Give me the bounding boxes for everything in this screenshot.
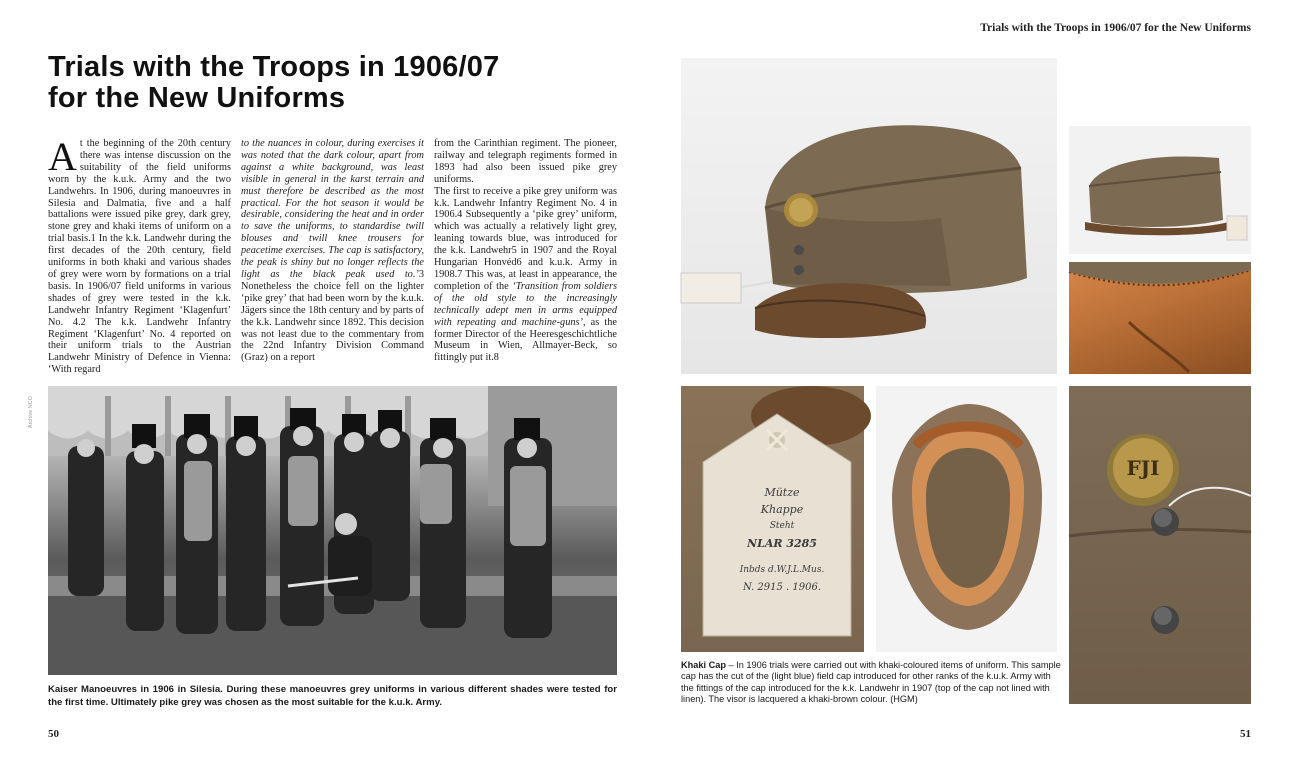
tag-line-1: Mütze	[764, 486, 800, 499]
title-line-1: Trials with the Troops in 1906/07	[48, 51, 500, 83]
column-3-para-1: from the Carinthian regiment. The pioneer, railway and telegraph regiments formed in 1893 had also been issued pike grey uniforms.	[434, 138, 617, 185]
column-1-text: t the beginning of the 20th century there was intense discussion on the suitability of the field uniforms worn by the k.u.k. Army and the two Landwehrs. In 1906, during manoeuvres in Silesia and Dalmatia, five and a half battalions were issued pike grey, dark grey, stone grey and khaki items of uniform on a trial basis.1 In the k.k. Landwehr during the first decades of the 20th century, field uniforms in both khaki and various shades of grey were worn by formations on a trial basis. In 1906/07 field uniforms in various shades of grey were tested in the k.k. Landwehr Infantry Regiment ‘Klagenfurt’ No. 4.2 The k.k. Landwehr Infantry Regiment ‘Klagenfurt’ No. 4 reported on their uniform trials to the Austrian Landwehr Ministry of Defence in Vienna: ‘With regard	[48, 138, 231, 376]
column-3-quote: ‘Transition from soldiers of the old style to the increasingly technically adept men in arms equipped with repeating and machine-guns’	[434, 280, 617, 328]
tag-line-3: Steht	[769, 521, 795, 531]
manoeuvres-photo-drawing	[48, 386, 617, 675]
text-column-3	[434, 138, 617, 366]
folio-left: 50	[48, 728, 59, 740]
drop-cap: A	[48, 134, 77, 179]
button-emblem: FJI	[1126, 456, 1160, 480]
running-head: Trials with the Troops in 1906/07 for the New Uniforms	[980, 22, 1251, 34]
folio-right: 51	[1240, 728, 1251, 740]
button-closeup-photo	[1069, 386, 1251, 704]
column-3-para-2-end: , as the former Director of the Heeresgeschichtliche Museum in Wien, Allmayer-Beck, so fittingly put it.8	[434, 316, 617, 364]
manoeuvres-photo	[48, 386, 617, 675]
column-2-text: 3 Nonetheless the choice fell on the lighter ‘pike grey’ that had been worn by the k.u.k. Jägers since the 18th century and by parts of the k.k. Landwehr since 1892. This decision was not least due to the commentary from the 22nd Infantry Division Command (Graz) on a report	[241, 268, 425, 364]
leather-lining-drawing	[1069, 262, 1251, 374]
cap-caption	[681, 660, 1061, 706]
text-column-2	[241, 138, 424, 366]
cap-side-drawing	[1069, 126, 1251, 254]
tag-line-6: N. 2915 . 1906.	[742, 582, 822, 593]
text-column-1	[48, 134, 231, 376]
cap-caption-label: Khaki Cap	[681, 660, 726, 670]
cap-side-photo	[1069, 126, 1251, 254]
leather-lining-photo	[1069, 262, 1251, 374]
page-title	[48, 52, 608, 114]
tag-line-5: Inbds d.W.J.L.Mus.	[739, 565, 825, 575]
khaki-cap-photo	[681, 58, 1057, 374]
cap-interior-drawing	[876, 386, 1057, 652]
khaki-cap-drawing	[681, 58, 1057, 374]
label-tag-photo	[681, 386, 864, 652]
photo-credit: Archive NCO	[28, 396, 34, 429]
cap-interior-photo	[876, 386, 1057, 652]
tag-line-4: NLAR 3285	[747, 537, 817, 550]
cap-caption-text: – In 1906 trials were carried out with khaki-coloured items of uniform. This sample cap has the cut of the (light blue) field cap introduced for other ranks of the k.u.k. Army with the fittings of the cap introduced for the k.k. Landwehr in 1907 (top of the cap not lined with linen). The visor is lacquered a khaki-brown colour. (HGM)	[681, 660, 1061, 705]
column-2-quote: to the nuances in colour, during exercises it was noted that the dark colour, apart from against a white background, was least visible in general in the karst terrain and must therefore be described as the most practical. For the hot season it would be desirable, considering the heat and in order to save the uniforms, to standardise twill blouses and twill knee trousers for peacetime exercises. The cap is satisfactory, the peak is shiny but no longer reflects the light as the black peak used to.’	[241, 138, 424, 280]
title-line-2: for the New Uniforms	[48, 82, 346, 114]
column-3-para-2: The first to receive a pike grey uniform was k.k. Landwehr Infantry Regiment No. 4 in 1906.4 Subsequently a ‘pike grey’ uniform, which was actually a relatively light grey, leaning towards blue, was introduced for the k.k. Landwehr5 in 1907 and the Royal Hungarian Honvéd6 and k.u.k. Army in 1908.7 This was, at least in appearance, the completion of the	[434, 185, 617, 292]
button-closeup-drawing	[1069, 386, 1251, 704]
photo-caption: Kaiser Manoeuvres in 1906 in Silesia. During these manoeuvres grey uniforms in various different shades were tested for the first time. Ultimately pike grey was chosen as the most suitable for the k.u.k. Army.	[48, 684, 617, 708]
tag-line-2: Khappe	[760, 503, 804, 516]
